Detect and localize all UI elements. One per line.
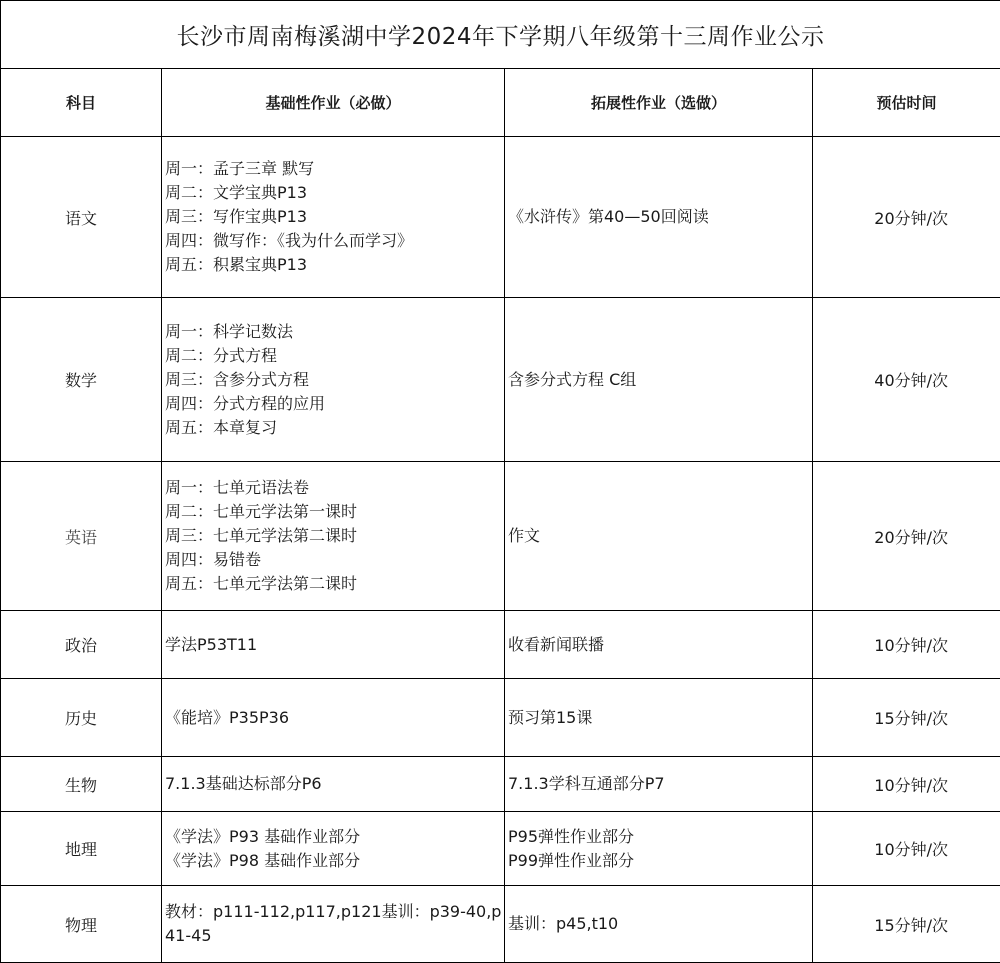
- optional-item: 预习第15课: [508, 706, 812, 730]
- required-item: 周一：七单元语法卷: [165, 476, 504, 500]
- estimated-time-cell: 15分钟/次: [813, 679, 1000, 757]
- table-row-physics: [1, 886, 1000, 963]
- required-item: 周二：分式方程: [165, 344, 504, 368]
- subject-cell: 政治: [1, 611, 162, 679]
- optional-homework-cell: [505, 298, 813, 462]
- optional-homework-cell: [505, 611, 813, 679]
- optional-homework-cell: [505, 757, 813, 812]
- required-item: 周二：文学宝典P13: [165, 181, 504, 205]
- required-item: 《学法》P98 基础作业部分: [165, 849, 504, 873]
- header-subject: 科目: [1, 69, 162, 137]
- optional-item: 收看新闻联播: [508, 633, 812, 657]
- required-item: 周五：本章复习: [165, 416, 504, 440]
- required-homework-cell: [162, 757, 505, 812]
- optional-item: 作文: [508, 524, 812, 548]
- required-item: 周一：科学记数法: [165, 320, 504, 344]
- required-item: 周四：分式方程的应用: [165, 392, 504, 416]
- optional-homework-cell: [505, 462, 813, 611]
- required-homework-cell: [162, 812, 505, 886]
- estimated-time-cell: 20分钟/次: [813, 137, 1000, 298]
- required-item: 周三：含参分式方程: [165, 368, 504, 392]
- header-row: [1, 69, 1000, 137]
- optional-homework-cell: [505, 886, 813, 963]
- required-homework-cell: [162, 886, 505, 963]
- optional-homework-cell: [505, 679, 813, 757]
- table-row-chinese: [1, 137, 1000, 298]
- subject-cell: 数学: [1, 298, 162, 462]
- subject-cell: 语文: [1, 137, 162, 298]
- optional-item: P99弹性作业部分: [508, 849, 812, 873]
- header-required: 基础性作业（必做）: [162, 69, 505, 137]
- optional-homework-cell: [505, 137, 813, 298]
- required-item: 教材：p111-112,p117,p121基训：p39-40,p41-45: [165, 900, 504, 948]
- required-item: 周二：七单元学法第一课时: [165, 500, 504, 524]
- subject-cell: 生物: [1, 757, 162, 812]
- table-row-politics: [1, 611, 1000, 679]
- optional-item: P95弹性作业部分: [508, 825, 812, 849]
- optional-item: 含参分式方程 C组: [508, 368, 812, 392]
- estimated-time-cell: 15分钟/次: [813, 886, 1000, 963]
- required-item: 学法P53T11: [165, 633, 504, 657]
- required-homework-cell: [162, 462, 505, 611]
- estimated-time-cell: 10分钟/次: [813, 812, 1000, 886]
- table-row-history: [1, 679, 1000, 757]
- required-item: 周三：写作宝典P13: [165, 205, 504, 229]
- page-title: 长沙市周南梅溪湖中学2024年下学期八年级第十三周作业公示: [1, 1, 1000, 69]
- required-item: 周四：微写作：《我为什么而学习》: [165, 229, 504, 253]
- header-optional: 拓展性作业（选做）: [505, 69, 813, 137]
- required-item: 《能培》P35P36: [165, 706, 504, 730]
- table-row-math: [1, 298, 1000, 462]
- required-homework-cell: [162, 611, 505, 679]
- required-homework-cell: [162, 679, 505, 757]
- subject-cell: 地理: [1, 812, 162, 886]
- header-time: 预估时间: [813, 69, 1000, 137]
- required-item: 周五：七单元学法第二课时: [165, 572, 504, 596]
- optional-item: 《水浒传》第40—50回阅读: [508, 205, 812, 229]
- subject-cell: 英语: [1, 462, 162, 611]
- optional-item: 7.1.3学科互通部分P7: [508, 772, 812, 796]
- table-row-biology: [1, 757, 1000, 812]
- table-row-english: [1, 462, 1000, 611]
- table-row-geography: [1, 812, 1000, 886]
- optional-homework-cell: [505, 812, 813, 886]
- required-item: 《学法》P93 基础作业部分: [165, 825, 504, 849]
- required-item: 周五：积累宝典P13: [165, 253, 504, 277]
- subject-cell: 物理: [1, 886, 162, 963]
- estimated-time-cell: 10分钟/次: [813, 611, 1000, 679]
- required-homework-cell: [162, 298, 505, 462]
- estimated-time-cell: 40分钟/次: [813, 298, 1000, 462]
- optional-item: 基训：p45,t10: [508, 912, 812, 936]
- subject-cell: 历史: [1, 679, 162, 757]
- required-item: 周三：七单元学法第二课时: [165, 524, 504, 548]
- estimated-time-cell: 20分钟/次: [813, 462, 1000, 611]
- required-item: 周四：易错卷: [165, 548, 504, 572]
- required-item: 7.1.3基础达标部分P6: [165, 772, 504, 796]
- required-homework-cell: [162, 137, 505, 298]
- estimated-time-cell: 10分钟/次: [813, 757, 1000, 812]
- required-item: 周一：孟子三章 默写: [165, 157, 504, 181]
- title-row: [1, 1, 1000, 69]
